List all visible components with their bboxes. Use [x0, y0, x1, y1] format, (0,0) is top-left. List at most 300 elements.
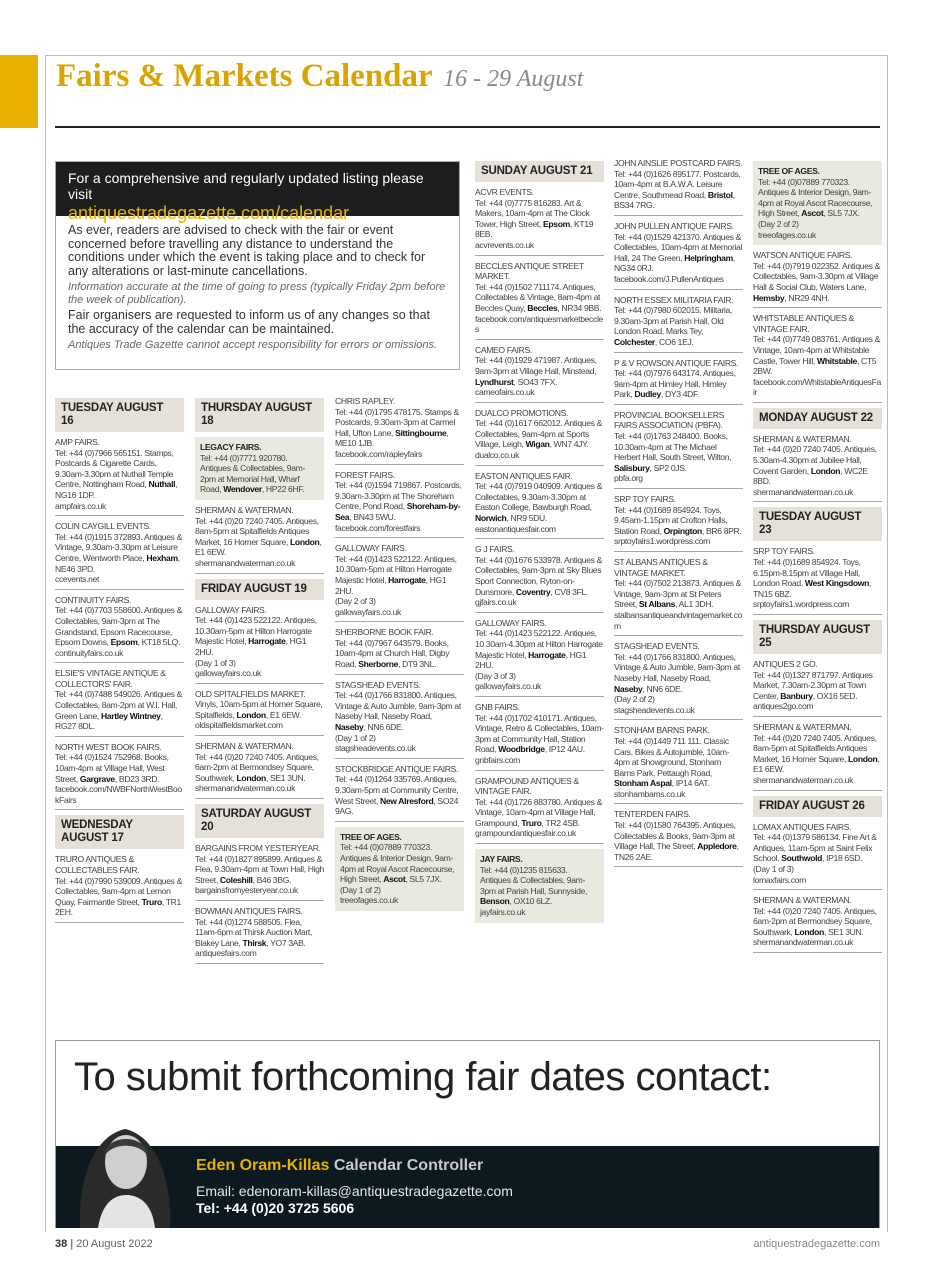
contact-role: Calendar Controller [333, 1157, 484, 1174]
listing-postcode: , HP22 6HF. [261, 484, 305, 495]
listing-website[interactable]: stonhambarns.co.uk [614, 788, 686, 799]
listing-item [475, 544, 604, 613]
listing-postcode: , NR34 9BB. [557, 302, 602, 313]
listing-description: Tel: +44 (0)7967 643579. Books, 10am-4pm at Church Hall, Digby Road, [335, 637, 450, 670]
listing-town: Shoreham-by-Sea [335, 501, 461, 522]
listing-postcode: , AL1 3DH. [675, 599, 714, 610]
footer-left [55, 1238, 153, 1250]
listing-town: Coleshill [219, 874, 253, 885]
listing-details [475, 418, 604, 450]
listing-postcode: , SE1 3UN. [823, 926, 864, 937]
listing-postcode: , WC2E 8BD. [753, 465, 868, 487]
issue-date: 20 August 2022 [76, 1238, 153, 1250]
listing-postcode: , CT5 2BW. [753, 355, 877, 377]
listing-town: Woodbridge [498, 744, 545, 755]
listing-details [195, 615, 324, 657]
listing-town: Naseby [614, 683, 643, 694]
listing-postcode: , NG16 1DP. [55, 479, 178, 500]
listing-website[interactable]: dualco.co.uk [475, 450, 520, 461]
listing-item [614, 410, 743, 489]
day-header: MONDAY AUGUST 22 [753, 408, 882, 429]
listing-description: Tel: +44 (0)1763 248400. Books, 10.30am-4pm at The Michael Herbert Hall, South Street, Wilton, [614, 431, 732, 463]
listing-postcode: , CO6 1EJ. [654, 336, 694, 347]
listing-item [335, 764, 464, 822]
listing-website[interactable]: bargainsfromyesteryear.co.uk [195, 885, 298, 896]
listing-name: NORTH WEST BOOK FAIRS. [55, 741, 162, 752]
listing-website[interactable]: cameofairs.co.uk [475, 387, 535, 398]
contact-phone: Tel: +44 (0)20 3725 5606 [196, 1200, 355, 1216]
listing-website[interactable]: gallowayfairs.co.uk [195, 668, 261, 679]
listing-details [475, 555, 604, 597]
listing-name: SHERMAN & WATERMAN. [195, 504, 294, 515]
listing-town: Southwold [781, 853, 823, 864]
listing-website[interactable]: continuityfairs.co.uk [55, 647, 124, 658]
listing-postcode: , OX10 6LZ. [509, 896, 552, 907]
listing-town: Nuthall [148, 479, 176, 490]
listing-website[interactable]: ampfairs.co.uk [55, 500, 106, 511]
listing-website[interactable]: grampoundantiquesfair.co.uk [475, 828, 576, 839]
listing-postcode: , BR6 8PR. [701, 525, 742, 536]
listing-postcode: , E1 6EW. [753, 753, 880, 775]
listing-details [475, 355, 604, 387]
listing-item [753, 434, 882, 503]
listing-item [195, 906, 324, 964]
listing-postcode: , NG34 0RJ. [614, 252, 735, 274]
listing-details [753, 733, 882, 775]
listing-postcode: , BD23 3RD. [114, 773, 160, 784]
day-header: TUESDAY AUGUST 16 [55, 398, 184, 432]
listing-town: Orpington [663, 525, 702, 536]
listing-item [753, 822, 882, 891]
listing-description: Tel: +44 (0)7488 549026. Antiques & Collectables, 8am-2pm at W.I. Hall, Green Lane, [55, 689, 183, 721]
listing-town: Salisbury [614, 462, 650, 473]
listing-name: CHRIS RAPLEY. [335, 396, 395, 406]
footer-separator: | [70, 1238, 74, 1250]
listing-postcode: , IP18 6SD. [822, 853, 863, 864]
notice-banner [56, 162, 459, 223]
listing-town: London [848, 753, 878, 764]
listing-name: SHERMAN & WATERMAN. [195, 741, 294, 752]
listing-website[interactable]: antiquesfairs.com [195, 948, 257, 959]
listing-name: BECCLES ANTIQUE STREET MARKET. [475, 260, 584, 282]
listing-postcode: , YO7 3AB. [266, 937, 306, 948]
contact-name: Eden Oram-Killas [196, 1157, 330, 1174]
listing-website[interactable]: gjfairs.co.uk [475, 597, 517, 608]
listing-details [753, 670, 882, 702]
listing-description: Tel: +44 (0)20 7240 7405. Antiques, 5.30am-4.30pm at Jubilee Hall, Covent Garden, [753, 444, 877, 476]
listing-town: London [794, 926, 824, 937]
listing-postcode: , BN43 5WU. [349, 511, 396, 522]
listing-website[interactable]: gallowayfairs.co.uk [475, 681, 541, 692]
listing-town: Ascot [801, 208, 824, 219]
listing-name: JAY FAIRS. [480, 854, 523, 865]
listing-postcode: , B46 3BG. [252, 874, 292, 885]
listing-town: Benson [480, 896, 510, 907]
listing-description: Tel: +44 (0)7980 602015. Militaria, 9.30am-3pm at Parish Hall, Old London Road, Marks Tey, [614, 305, 732, 337]
listing-website[interactable]: treeofages.co.uk [758, 229, 816, 240]
listing-postcode: , OX16 5ED. [812, 690, 858, 701]
listing-town: Hartley Wintney [100, 710, 161, 721]
listing-postcode: , SL5 7JX. [823, 208, 860, 219]
listing-item [475, 408, 604, 466]
listing-postcode: , SO24 9AG. [335, 795, 459, 817]
listing-town: Norwich [475, 513, 507, 524]
title-dates: 16 - 29 August [443, 66, 584, 92]
listing-website[interactable]: gallowayfairs.co.uk [335, 606, 401, 617]
listing-description: Tel: +44 (0)7502 213873. Antiques & Vintage, 9am-3pm at St Peters Street, [614, 578, 742, 610]
listing-description: Tel: +44 (0)1529 421370. Antiques & Collectables, 10am-4pm at Memorial Hall, 24 The Green, [614, 231, 743, 263]
listing-town: Coventry [515, 586, 551, 597]
listing-description: Tel: +44 (0)1379 586134. Fine Art & Antiques, 11am-5pm at Saint Felix School, [753, 832, 877, 864]
notice-box [55, 161, 460, 370]
listing-description: Tel: +44 (0)1702 410171. Antiques, Vintage, Retro & Collectables, 10am-3pm at Community Hall, Station Road, [475, 712, 604, 755]
listing-description: Tel: +44 (0)1423 522122. Antiques, 10.30am-5pm at Hilton Harrogate Majestic Hotel, [195, 615, 317, 647]
listing-postcode: , RG27 8DL. [55, 710, 163, 732]
listing-item [475, 776, 604, 845]
listing-postcode: , TR2 4SB. [541, 817, 580, 828]
listing-details [55, 752, 184, 784]
listing-description: Tel: +44 (0)1689 854924. Toys, 9.45am-1.15pm at Crofton Halls, Station Road, [614, 504, 728, 536]
listing-website[interactable]: stagsheadevents.co.uk [614, 704, 695, 715]
listing-details [614, 431, 743, 473]
listing-description: Tel: +44 (0)20 7240 7405. Antiques, 8am-5pm at Spitalfields Antiques Market, 16 Horner Square, [753, 732, 877, 764]
listing-column-5 [614, 158, 743, 872]
day-header: WEDNESDAY AUGUST 17 [55, 815, 184, 849]
listing-details [614, 169, 743, 211]
listing-description: Vinyls, 10am-5pm at Horner Square, Spitalfields, [195, 699, 323, 720]
listing-name: GALLOWAY FAIRS. [475, 617, 547, 628]
listing-postcode: , ME10 1JB. [335, 427, 449, 449]
listing-name: STOCKBRIDGE ANTIQUE FAIRS. [335, 763, 459, 774]
listing-day: (Day 2 of 2) [758, 218, 799, 229]
listing-name: WHITSTABLE ANTIQUES & VINTAGE FAIR. [753, 313, 854, 334]
listing-details [335, 407, 464, 449]
listing-town: Truro [521, 817, 542, 828]
page-number: 38 [55, 1238, 68, 1250]
listing-column-6 [753, 161, 882, 958]
listing-description: Tel: +44 (0)20 7240 7405. Antiques, 6am-2pm at Bermondsey Square, Southwark, [753, 905, 877, 937]
listing-details [753, 832, 882, 864]
listing-postcode: , NN6 6DE. [642, 683, 683, 694]
listing-name: TREE OF AGES. [758, 166, 820, 176]
listing-postcode: , IP14 6AT. [671, 778, 710, 789]
listing-item [614, 494, 743, 552]
listing-description: Tel: +44 (0)7966 565151. Stamps, Postcards & Cigarette Cards, 9.30am-3.30pm at Nuthall Temple Centre, Nottingham Road, [55, 447, 174, 490]
listing-town: West Kingsdown [804, 578, 870, 589]
listing-name: SHERMAN & WATERMAN. [753, 895, 852, 906]
footer-site[interactable]: antiquestradegazette.com [753, 1238, 880, 1250]
listing-website[interactable]: facebook.com/forestfairs [335, 522, 421, 533]
listing-town: Harrogate [528, 649, 566, 660]
listing-postcode: , TN15 6BZ. [753, 578, 872, 599]
listing-town: London [810, 465, 841, 476]
listing-description: Tel: +44 (0)7749 083761. Antiques & Vintage, 10am-4pm at Whitstable Castle, Tower Hill, [753, 334, 881, 366]
submit-box [55, 1040, 880, 1228]
listing-item [55, 742, 184, 811]
listing-website[interactable]: gnbfairs.com [475, 754, 520, 765]
listing-town: Thirsk [242, 937, 267, 948]
listing-website[interactable]: lomaxfairs.com [753, 874, 806, 885]
listing-item [335, 396, 464, 465]
listing-name: GALLOWAY FAIRS. [335, 543, 407, 554]
listing-details [335, 554, 464, 596]
listing-name: ACVR EVENTS. [475, 187, 534, 197]
listing-details [55, 605, 184, 647]
listing-item [335, 543, 464, 622]
listing-name: TREE OF AGES. [340, 831, 402, 842]
listing-description: Tel: +44 (0)1423 522122. Antiques, 10.30am-4.30pm at Hilton Harrogate Majestic Hotel, [475, 628, 603, 660]
listing-website[interactable]: jayfairs.co.uk [480, 907, 526, 918]
listing-name: COLIN CAYGILL EVENTS. [55, 521, 151, 532]
listing-item [335, 627, 464, 674]
listing-town: London [290, 536, 320, 547]
listing-website[interactable]: eastonantiquesfair.com [475, 523, 556, 534]
listing-description: Tel: +44 (0)1327 871797. Antiques Market, 7.30am-2.30pm at Town Center, [753, 669, 873, 701]
listing-website[interactable]: facebook.com/rapleyfairs [335, 448, 423, 459]
listing-description: Tel: +44 (0)7990 539009. Antiques & Collectables, 9am-4pm at Lemon Quay, Fairmantle Street, [55, 875, 183, 907]
featured-listing [475, 849, 604, 923]
listing-name: SRP TOY FAIRS. [614, 494, 676, 505]
listing-item [195, 689, 324, 736]
listing-website[interactable]: ccevents.net [55, 574, 100, 585]
notice-disclaimer: Antiques Trade Gazette cannot accept responsibility for errors or omissions. [68, 339, 438, 351]
listing-website[interactable]: facebook.com/WhitstableAntiquesFair [753, 376, 881, 398]
listing-details [335, 638, 464, 670]
calendar-link[interactable]: antiquestradegazette.com/calendar [68, 203, 350, 223]
listing-item [614, 358, 743, 405]
listing-description: Tel: +44 (0)1766 831800. Antiques, Vintage & Auto Jumble, 9am-3pm at Naseby Hall, Naseby Road, [335, 690, 461, 722]
listing-name: LOMAX ANTIQUES FAIRS. [753, 821, 852, 832]
listing-item [475, 261, 604, 340]
listing-town: Dudley [634, 389, 661, 400]
listing-details [55, 876, 184, 918]
listing-town: Harrogate [388, 574, 426, 585]
contact-photo [60, 1107, 190, 1228]
listing-description: Tel: +44 (0)1617 662012. Antiques & Collectables, 9am-4pm at Sports Village, Leigh, [475, 418, 603, 450]
listing-description: Tel: +44 (0)7771 920780. Antiques & Collectables, 9am-2pm at Memorial Hall, Wharf Road, [200, 452, 305, 495]
listing-postcode: , NR29 4NH. [784, 292, 830, 303]
listing-name: SHERBORNE BOOK FAIR. [335, 627, 434, 638]
listing-details [195, 516, 324, 558]
listing-details [200, 453, 319, 495]
day-header: SUNDAY AUGUST 21 [475, 161, 604, 182]
listing-postcode: , KT18 5LQ. [137, 637, 181, 648]
listing-details [55, 689, 184, 731]
listing-name: OLD SPITALFIELDS MARKET. [195, 688, 306, 699]
notice-intro: For a comprehensive and regularly updated listing please visit [68, 170, 424, 202]
listing-postcode: , TR1 2EH. [55, 896, 181, 918]
listing-name: PROVINCIAL BOOKSELLERS FAIRS ASSOCIATION (PBFA). [614, 409, 724, 431]
listing-name: SHERMAN & WATERMAN. [753, 433, 852, 444]
listing-name: STAGSHEAD EVENTS. [614, 641, 700, 652]
listing-column-1 [55, 398, 184, 928]
listing-details [475, 797, 604, 829]
listing-item [614, 557, 743, 636]
listing-day: (Day 1 of 2) [335, 732, 376, 743]
day-header: TUESDAY AUGUST 23 [753, 507, 882, 541]
listing-town: London [236, 772, 266, 783]
listing-town: Hexham [146, 552, 178, 563]
listing-town: New Alresford [379, 795, 434, 806]
listing-name: AMP FAIRS. [55, 437, 100, 447]
listing-name: P & V ROWSON ANTIQUE FAIRS. [614, 357, 739, 368]
listing-town: Appledore [697, 841, 737, 852]
listing-town: Wendover [223, 484, 262, 495]
listing-website[interactable]: acvrevents.co.uk [475, 239, 534, 250]
listing-details [480, 865, 599, 907]
listing-item [335, 680, 464, 759]
listing-website[interactable]: shermanandwaterman.co.uk [195, 783, 296, 794]
listing-town: Epsom [110, 637, 138, 648]
listing-description: Tel: +44 (0)07889 770323. Antiques & Interior Design, 9am-4pm at Royal Ascot Racecourse, High Street, [340, 842, 455, 885]
listing-details [753, 261, 882, 303]
title-rule [55, 126, 880, 128]
listing-town: Lyndhurst [475, 376, 514, 387]
listing-postcode: , DY3 4DF. [660, 389, 699, 400]
listing-website[interactable]: pbfa.org [614, 473, 643, 484]
listing-website[interactable]: facebook.com/NWBFNorthWestBookFairs [55, 784, 182, 805]
listing-town: Gargrave [79, 773, 115, 784]
listing-town: Ascot [383, 874, 406, 885]
listing-item [55, 854, 184, 923]
listing-description: Tel: +44 (0)1689 854924. Toys, 6.15pm-8.15pm at Village Hall, London Road, [753, 557, 861, 589]
listing-website[interactable]: facebook.com/antiquesmarketbeccles [475, 313, 603, 335]
listing-description: Tel: +44 (0)1594 719867. Postcards, 9.30am-3.30pm at The Shoreham Centre, Pond Road, [335, 480, 462, 512]
listing-website[interactable]: srptoyfairs1.wordpress.com [614, 536, 710, 547]
listing-postcode: , KT19 8EB. [475, 218, 594, 240]
listing-name: ELSIE'S VINTAGE ANTIQUE & COLLECTORS' FAIR. [55, 668, 166, 689]
listing-item [753, 250, 882, 308]
listing-description: Tel: +44 (0)1580 764395. Antiques, Collectables & Books, 9am-3pm at Village Hall, The Street, [614, 820, 736, 852]
listing-details [753, 444, 882, 486]
listing-town: London [236, 709, 266, 720]
listing-item [753, 659, 882, 717]
listing-details [195, 699, 324, 720]
listing-description: Tel: +44 (0)7919 040909. Antiques & Collectables, 9.30am-3.30pm at Easton College, Bawburgh Road, [475, 481, 603, 513]
listing-description: Tel: +44 (0)1676 533978. Antiques & Collectables, 9am-3pm at Sky Blues Sport Connection, Ryton-on-Dunsmore, [475, 554, 603, 597]
listing-details [475, 628, 604, 670]
listing-item [753, 313, 882, 403]
listing-details [614, 305, 743, 347]
contact-email[interactable]: Email: edenoram-killas@antiquestradegazette.com [196, 1183, 513, 1199]
listing-name: TENTERDEN FAIRS. [614, 809, 691, 820]
listing-postcode: , SO43 7FX. [513, 376, 557, 387]
listing-website[interactable]: shermanandwaterman.co.uk [753, 937, 854, 948]
listing-item [55, 437, 184, 516]
listing-postcode: , SE1 3UN. [265, 772, 306, 783]
listing-town: Beccles [527, 302, 558, 313]
listing-name: SHERMAN & WATERMAN. [753, 721, 852, 732]
listing-column-3 [335, 396, 464, 916]
listing-name: LEGACY FAIRS. [200, 442, 262, 452]
notice-advice: As ever, readers are advised to check with the fair or event concerned before travelling any distance to understand the conditions under which the event is taking place and to check for any alterations or last-minute cancellations. [68, 223, 426, 278]
listing-item [753, 722, 882, 791]
listing-item [475, 702, 604, 771]
listing-postcode: , CV8 3FL. [550, 586, 588, 597]
listing-name: FOREST FAIRS. [335, 469, 395, 480]
listing-description: Tel: +44 (0)7976 643174. Antiques, 9am-4pm at Himley Hall, Himley Park, [614, 368, 736, 400]
listing-description: Tel: +44 (0)1264 335769. Antiques, 9.30am-5pm at Community Centre, West Street, [335, 774, 459, 806]
listing-town: Naseby [335, 722, 364, 733]
listing-town: Helpringham [684, 252, 733, 263]
listing-details [614, 232, 743, 274]
listing-details [340, 842, 459, 884]
listing-description: Tel: +44 (0)1502 711174. Antiques, Collectables & Vintage, 8am-4pm at Beccles Quay, [475, 281, 601, 313]
listing-column-2 [195, 398, 324, 969]
listing-item [195, 505, 324, 574]
notice-accuracy: Information accurate at the time of going to press (typically Friday 2pm before the week of publication). [68, 281, 446, 306]
listing-website[interactable]: stalbansantiqueandvintagemarket.com [614, 609, 743, 631]
listing-website[interactable]: oldspitalfieldsmarket.com [195, 720, 283, 731]
listing-item [335, 470, 464, 539]
listing-website[interactable]: treeofages.co.uk [340, 895, 398, 906]
listing-name: JOHN PULLEN ANTIQUE FAIRS. [614, 220, 734, 231]
listing-description: Tel: +44 (0)1274 588505. Flea, 11am-6pm at Thirsk Auction Mart, Blakey Lane, [195, 916, 312, 948]
listing-description: Tel: +44 (0)1726 883780. Antiques & Vintage, 10am-4pm at Village Hall, Grampound, [475, 796, 603, 828]
listing-item [55, 595, 184, 664]
listing-description: Tel: +44 (0)1449 711 111. Classic Cars, Bikes & Autojumble, 10am-4pm at Showground, Stonham Barns Park, Pettaugh Road, [614, 735, 730, 778]
listing-name: CONTINUITY FAIRS. [55, 594, 132, 605]
listing-item [475, 618, 604, 697]
listing-postcode: , HG1 2HU. [195, 636, 307, 657]
listing-details [195, 854, 324, 886]
listing-postcode: , IP12 4AU. [544, 744, 585, 755]
listing-details [475, 282, 604, 314]
listing-day: (Day 1 of 3) [195, 657, 236, 668]
listing-description: Tel: +44 (0)7919 022352. Antiques & Collectables, 9am-3.30pm at Village Hall & Social Club, Waters Lane, [753, 260, 881, 292]
listing-name: SRP TOY FAIRS. [753, 546, 815, 557]
listing-town: Epsom [543, 218, 570, 229]
listing-details [335, 690, 464, 732]
listing-item [195, 741, 324, 799]
listing-website[interactable]: facebook.com/J.PullenAntiques [614, 273, 724, 284]
listing-item [614, 809, 743, 867]
listing-name: BOWMAN ANTIQUES FAIRS. [195, 906, 303, 916]
listing-postcode: , SL5 7JX. [405, 874, 442, 885]
listing-town: Whitstable [817, 355, 857, 366]
listing-description: Tel: +44 (0)1915 372893. Antiques & Vintage, 9.30am-3.30pm at Leisure Centre, Wentworth Place, [55, 531, 183, 563]
listing-description: Tel: +44 (0)1626 895177. Postcards, 10am-4pm at B.A.W.A. Leisure Centre, Southmead Road, [614, 168, 741, 200]
listing-website[interactable]: stagsheadevents.co.uk [335, 743, 416, 754]
listing-website[interactable]: shermanandwaterman.co.uk [753, 486, 854, 497]
listing-town: Banbury [780, 690, 813, 701]
listing-details [614, 820, 743, 862]
listing-name: WATSON ANTIQUE FAIRS. [753, 250, 853, 261]
listing-description: Tel: +44 (0)1929 471987. Antiques, 9am-3pm at Village Hall, Minstead, [475, 355, 597, 376]
listing-description: Tel: +44 (0)1524 752968. Books, 10am-4pm at Village Hall, West Street, [55, 752, 169, 784]
listing-item [614, 221, 743, 290]
listing-website[interactable]: antiques2go.com [753, 701, 814, 712]
listing-postcode: , BS34 7RG. [614, 189, 735, 211]
listing-website[interactable]: shermanandwaterman.co.uk [195, 557, 296, 568]
listing-item [55, 521, 184, 590]
listing-details [475, 481, 604, 523]
listing-website[interactable]: srptoyfairs1.wordpress.com [753, 599, 849, 610]
day-header: FRIDAY AUGUST 26 [753, 796, 882, 817]
listing-town: Stonham Aspal [614, 778, 672, 789]
listing-details [335, 774, 464, 816]
listing-description: Tel: +44 (0)1766 831800. Antiques, Vintage & Auto Jumble, 9am-3pm at Naseby Hall, Naseby Road, [614, 651, 740, 683]
listing-details [475, 198, 604, 240]
day-header: SATURDAY AUGUST 20 [195, 804, 324, 838]
submit-heading: To submit forthcoming fair dates contact: [74, 1055, 772, 1099]
listing-town: Wigan [525, 439, 550, 450]
listing-details [195, 752, 324, 784]
listing-name: ANTIQUES 2 GO. [753, 659, 818, 669]
listing-website[interactable]: shermanandwaterman.co.uk [753, 774, 854, 785]
listing-name: GRAMPOUND ANTIQUES & VINTAGE FAIR. [475, 775, 579, 797]
listing-postcode: , WN7 4JY. [549, 439, 589, 450]
